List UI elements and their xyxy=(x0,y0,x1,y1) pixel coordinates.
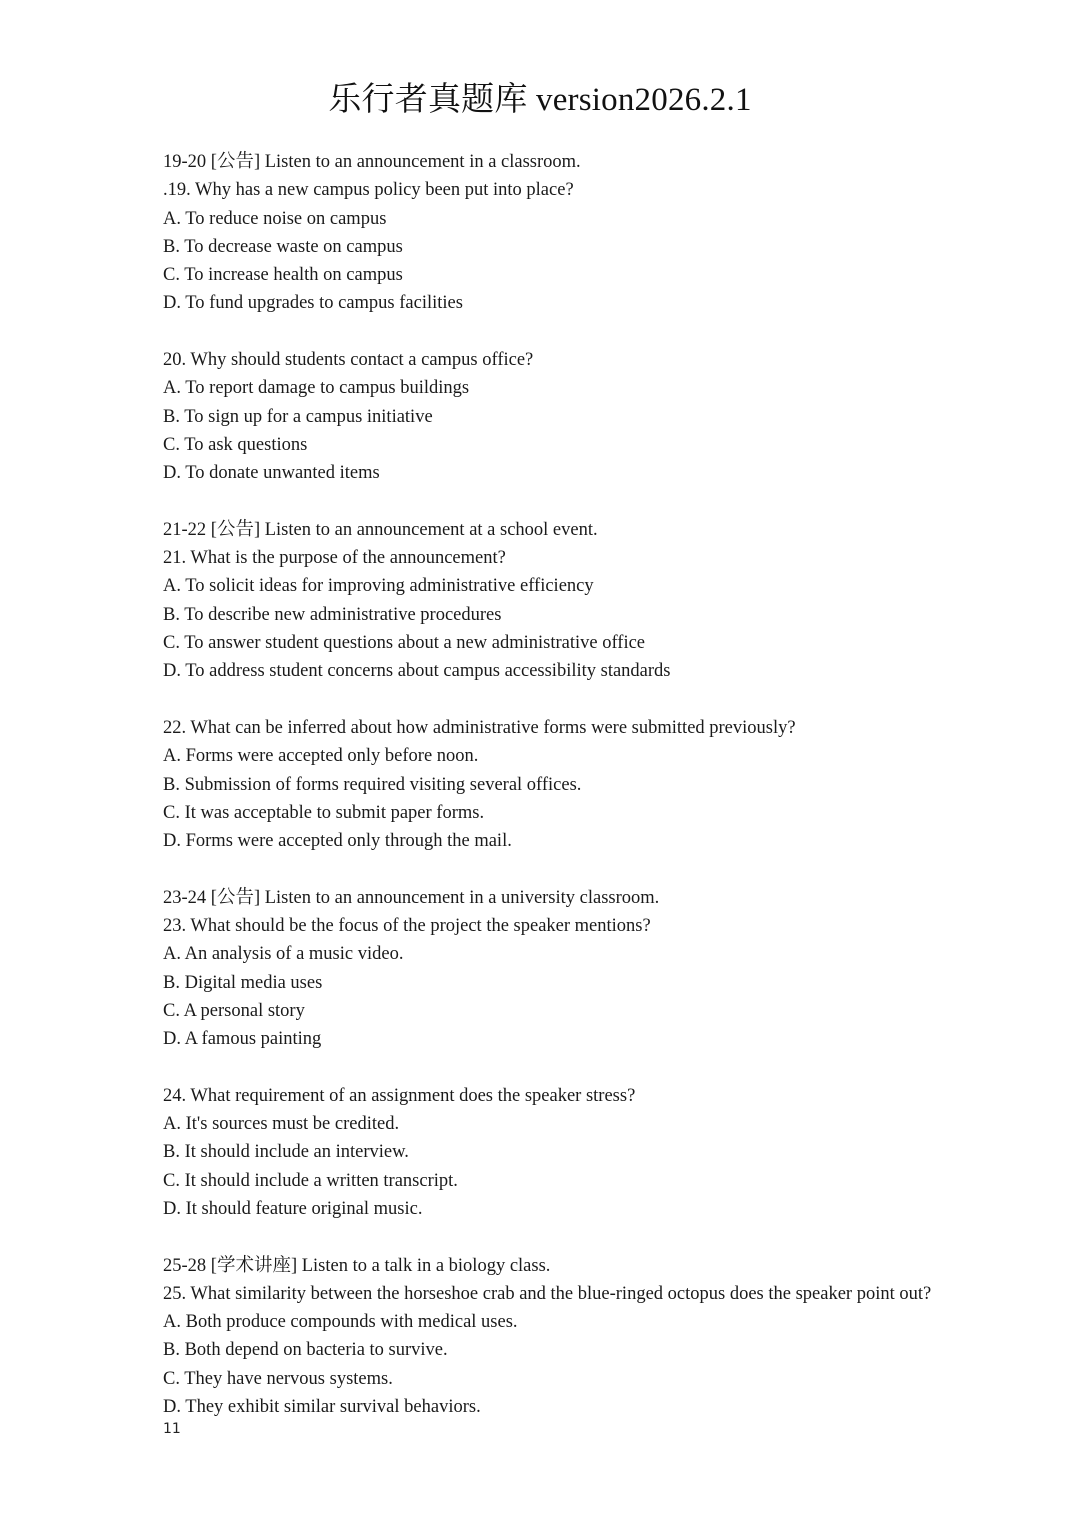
answer-option: A. To solicit ideas for improving administrative efficiency xyxy=(163,576,594,597)
answer-option: D. To address student concerns about campus accessibility standards xyxy=(163,661,671,682)
question-block xyxy=(163,1082,1043,1223)
section-heading: 21-22 [公告] Listen to an announcement at a school event. xyxy=(163,519,598,540)
answer-option: D. A famous painting xyxy=(163,1029,322,1050)
page-number: 11 xyxy=(163,1421,181,1437)
answer-option: C. A personal story xyxy=(163,1000,305,1021)
question-block xyxy=(163,1252,1043,1422)
question-text: 24. What requirement of an assignment does the speaker stress? xyxy=(163,1085,636,1106)
spacer xyxy=(163,1223,1043,1251)
answer-option: A. Forms were accepted only before noon. xyxy=(163,746,479,767)
section-heading: 25-28 [学术讲座] Listen to a talk in a biology class. xyxy=(163,1255,551,1276)
answer-option: C. It was acceptable to submit paper forms. xyxy=(163,802,485,823)
answer-option: D. They exhibit similar survival behaviors. xyxy=(163,1397,481,1418)
question-list xyxy=(163,148,1043,1421)
section-heading: 19-20 [公告] Listen to an announcement in a classroom. xyxy=(163,152,581,172)
answer-option: B. To sign up for a campus initiative xyxy=(163,406,433,427)
answer-option: C. They have nervous systems. xyxy=(163,1368,393,1389)
answer-option: C. To increase health on campus xyxy=(163,265,403,286)
answer-option: D. Forms were accepted only through the mail. xyxy=(163,831,512,852)
answer-option: C. To answer student questions about a new administrative office xyxy=(163,633,646,654)
answer-option: B. To describe new administrative procedures xyxy=(163,604,502,625)
answer-option: A. It's sources must be credited. xyxy=(163,1114,400,1135)
question-block xyxy=(163,714,1043,855)
answer-option: A. To reduce noise on campus xyxy=(163,208,387,229)
spacer xyxy=(163,855,1043,883)
answer-option: B. Submission of forms required visiting several offices. xyxy=(163,774,582,795)
answer-option: B. It should include an interview. xyxy=(163,1142,409,1163)
answer-option: A. An analysis of a music video. xyxy=(163,944,404,965)
answer-option: A. Both produce compounds with medical uses. xyxy=(163,1312,518,1333)
answer-option: B. Both depend on bacteria to survive. xyxy=(163,1340,448,1361)
spacer xyxy=(163,318,1043,346)
answer-option: B. Digital media uses xyxy=(163,972,323,993)
question-block xyxy=(163,884,1043,1054)
answer-option: D. It should feature original music. xyxy=(163,1198,423,1219)
answer-option: D. To donate unwanted items xyxy=(163,463,380,484)
section-heading: 23-24 [公告] Listen to an announcement in a university classroom. xyxy=(163,887,660,908)
question-text: .19. Why has a new campus policy been put into place? xyxy=(163,180,574,201)
question-block xyxy=(163,346,1043,487)
answer-option: C. It should include a written transcript. xyxy=(163,1170,458,1191)
question-text: 25. What similarity between the horseshoe crab and the blue-ringed octopus does the speaker point out? xyxy=(163,1283,932,1304)
spacer xyxy=(163,1054,1043,1082)
spacer xyxy=(163,686,1043,714)
question-text: 23. What should be the focus of the project the speaker mentions? xyxy=(163,916,651,937)
question-block xyxy=(163,148,1043,318)
question-text: 20. Why should students contact a campus office? xyxy=(163,350,534,371)
question-text: 21. What is the purpose of the announcement? xyxy=(163,548,506,569)
question-text: 22. What can be inferred about how administrative forms were submitted previously? xyxy=(163,717,796,738)
answer-option: A. To report damage to campus buildings xyxy=(163,378,470,399)
answer-option: D. To fund upgrades to campus facilities xyxy=(163,293,463,314)
question-block xyxy=(163,516,1043,686)
spacer xyxy=(163,488,1043,516)
answer-option: B. To decrease waste on campus xyxy=(163,236,403,257)
answer-option: C. To ask questions xyxy=(163,434,308,455)
page-title: 乐行者真题库 version2026.2.1 xyxy=(328,82,752,118)
